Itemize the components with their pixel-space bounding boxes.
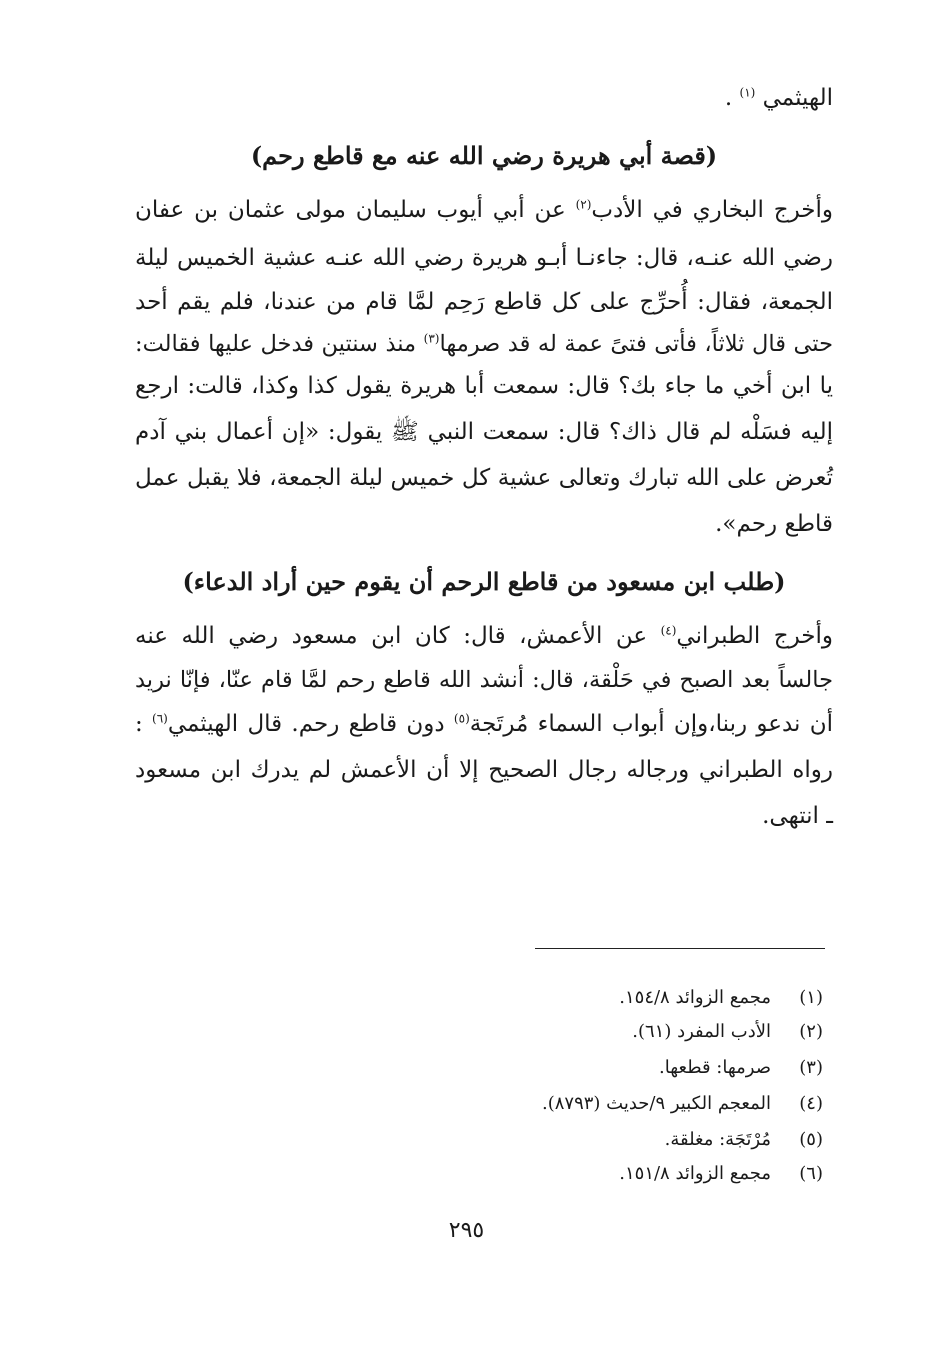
footnote [619, 984, 823, 1012]
line-text: عن أبي أيوب سليمان مولى عثمان بن عفان [135, 197, 576, 223]
footnote-ref: (٣) [423, 331, 440, 346]
paragraph-line: يا ابن أخي ما جاء بك؟ قال: سمعت أبا هريرة يقول كذا وكذا، قالت: ارجع [135, 373, 833, 399]
footnote-number: (٦) [799, 1163, 823, 1184]
section-heading: (طلب ابن مسعود من قاطع الرحم أن يقوم حين أراد الدعاء) [182, 567, 786, 596]
line-text: وأخرج الطبراني [676, 623, 834, 649]
paragraph-line: رواه الطبراني ورجاله رجال الصحيح إلا أن الأعمش لم يدرك ابن مسعود [135, 757, 833, 783]
paragraph-line: تُعرض على الله تبارك وتعالى عشية كل خميس ليلة الجمعة، فلا يقبل عمل [135, 465, 833, 491]
footnote [619, 1160, 823, 1188]
footnote-separator [535, 948, 825, 949]
line-text: وأخرج البخاري في الأدب [591, 197, 833, 223]
footnote-ref: (٥) [453, 711, 470, 726]
footnote-number: (٥) [799, 1129, 823, 1150]
line-text: دون قاطع رحم. قال الهيثمي [167, 711, 454, 737]
page-number: ٢٩٥ [448, 1218, 485, 1243]
line-text: حتى قال ثلاثاً، فأتى فتىً عمة له قد صرمها [439, 331, 833, 357]
footnote-text: مجمع الزوائد ١٥١/٨. [619, 1163, 771, 1184]
paragraph-line: قاطع رحم». [715, 511, 833, 537]
footnote-ref: (٦) [152, 711, 168, 726]
paragraph-line: إليه فسَلْه لم قال ذاك؟ قال: سمعت النبي ﷺ يقول: «إن أعمال بني آدم [135, 419, 833, 445]
footnote-ref: (٤) [660, 623, 677, 638]
footnote [632, 1018, 823, 1046]
footnote-ref: (١) [739, 85, 756, 100]
footnote [665, 1126, 823, 1154]
footnote-number: (٢) [799, 1021, 823, 1042]
footnote-text: مجمع الزوائد ١٥٤/٨. [619, 987, 771, 1008]
paragraph-line: الجمعة، فقال: أُحرِّج على كل قاطع رَحِم لمَّا قام من عندنا، فلم يقم أحد [135, 289, 833, 315]
footnote-text: صرمها: قطعها. [659, 1057, 771, 1078]
line-text: منذ سنتين فدخل عليها فقالت: [135, 331, 424, 357]
line-text: أن ندعو ربنا،وإن أبواب السماء مُرتَجة [469, 711, 833, 737]
paragraph-line [135, 190, 833, 230]
footnote-text: مُرْتَجَة: مغلقة. [664, 1129, 771, 1150]
continuation-line [135, 78, 833, 118]
paragraph-line: رضي الله عنـه، قال: جاءنـا أبـو هريرة رضي الله عنـه عشية الخميس ليلة [135, 245, 833, 271]
section-heading: (قصة أبي هريرة رضي الله عنه مع قاطع رحم) [250, 141, 718, 170]
footnote [542, 1090, 823, 1118]
footnote-text: الأدب المفرد (٦١). [632, 1021, 771, 1042]
line-text: عن الأعمش، قال: كان ابن مسعود رضي الله عنه [135, 623, 661, 649]
line-end: . [724, 85, 733, 111]
footnote-number: (١) [799, 987, 823, 1008]
line-text: : [135, 711, 153, 737]
footnote-number: (٣) [799, 1057, 823, 1078]
footnote-number: (٤) [799, 1093, 823, 1114]
footnote-text: المعجم الكبير ٩/حديث (٨٧٩٣). [541, 1093, 771, 1114]
paragraph-line [135, 704, 833, 744]
footnote [659, 1054, 823, 1082]
paragraph-line [135, 324, 833, 364]
footnote-ref: (٢) [575, 197, 592, 212]
paragraph-line: ـ انتهى. [762, 803, 833, 829]
paragraph-line [135, 616, 833, 656]
paragraph-line: جالساً بعد الصبح في حَلْقة، قال: أنشد الله قاطع رحم لمَّا قام عنّا، فإنّا نريد [135, 667, 833, 693]
line-text: الهيثمي [762, 85, 833, 111]
